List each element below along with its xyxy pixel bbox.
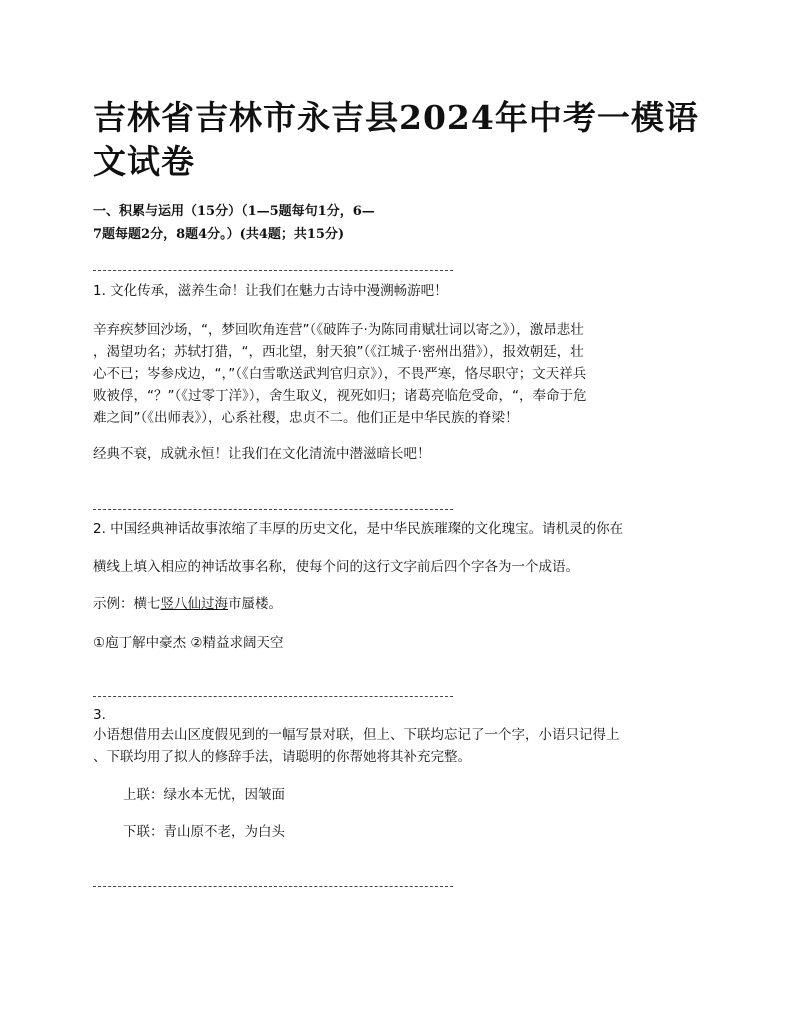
separator-line [93,509,453,510]
question-1-line: 败被俘，“？”（《过零丁洋》），舍生取义，视死如归；诸葛亮临危受命，“，奉命于危 [93,388,587,404]
question-2-items: ①庖丁解中豪杰 ②精益求阔天空 [93,635,284,651]
page-title: 吉林省吉林市永吉县2024年中考一模语文试卷 [93,98,699,181]
question-1-line: 心不已；岑参戍边，“，”（《白雪歌送武判官归京》），不畏严寒，恪尽职守；文天祥兵 [93,366,587,382]
section-heading-line-1: 一、积累与运用（15分）（1—5题每句1分，6— [93,204,375,219]
question-1-closing: 经典不衰，成就永恒！让我们在文化清流中潜滋暗长吧！ [93,446,431,462]
question-1-line: 辛弃疾梦回沙场，“，梦回吹角连营”（《破阵子·为陈同甫赋壮词以寄之》），激昂悲壮 [93,322,584,338]
couplet-upper: 上联：绿水本无忧，因皱面 [123,787,285,803]
question-3-line-2: 、下联均用了拟人的修辞手法，请聪明的你帮她将其补充完整。 [93,749,471,765]
separator-line [93,886,453,887]
separator-line [93,696,453,697]
question-3-number: 3. [93,707,106,723]
couplet-lower: 下联：青山原不老，为白头 [123,824,285,840]
separator-line [93,270,453,271]
example-prefix: 示例：横七 [93,596,161,612]
question-1-line: ，渴望功名；苏轼打猎，“，西北望，射天狼”（《江城子·密州出猎》），报效朝廷，壮 [93,344,584,360]
example-answer: 竖八仙过海 [160,596,228,612]
question-1-line: 难之间”（《出师表》），心系社稷，忠贞不二。他们正是中华民族的脊梁！ [93,410,519,426]
question-3-line-1: 小语想借用去山区度假见到的一幅写景对联，但上、下联均忘记了一个字，小语只记得上 [93,727,620,743]
question-1-intro: 1. 文化传承，滋养生命！让我们在魅力古诗中漫溯畅游吧！ [93,283,448,299]
section-heading [93,200,433,246]
question-2-example [93,593,705,615]
section-heading-line-2: 7题每题2分，8题4分。）(共4题；共15分) [93,227,345,242]
question-2-line-1: 2. 中国经典神话故事浓缩了丰厚的历史文化，是中华民族璀璨的文化瑰宝。请机灵的你在 [93,521,624,537]
question-2-line-2: 横线上填入相应的神话故事名称，使每个问的这行文字前后四个字各为一个成语。 [93,559,579,575]
example-suffix: 市蜃楼。 [228,596,282,612]
